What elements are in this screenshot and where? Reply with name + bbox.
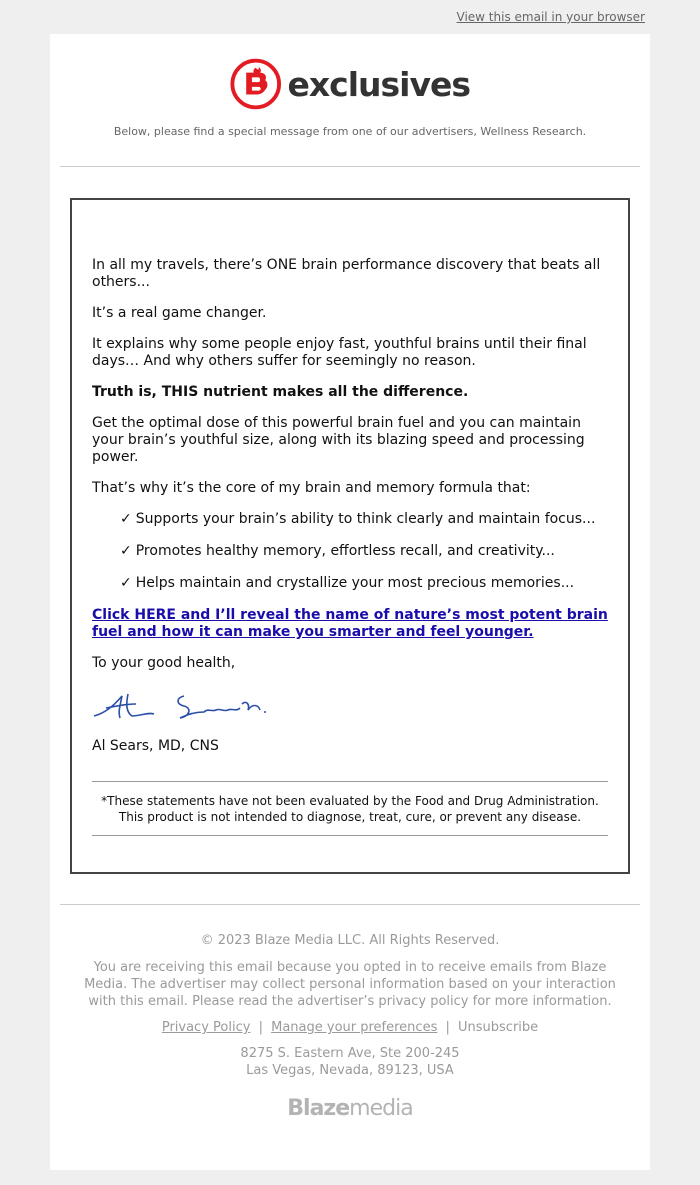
copyright: © 2023 Blaze Media LLC. All Rights Reserved. (200, 933, 500, 948)
ad-paragraph: That’s why it’s the core of my brain and memory formula that: (92, 480, 531, 496)
ad-paragraph: It’s a real game changer. (92, 305, 267, 321)
blaze-flame-logo-icon (230, 57, 281, 111)
opt-in-notice: You are receiving this email because you opted in to receive emails from Blaze Media. The advertiser may collect personal information based on your interaction with this email. Please read the advertiser’s privacy policy for more information. (84, 960, 616, 1009)
signature-image (92, 686, 608, 726)
disclaimer-line: This product is not intended to diagnose, treat, cure, or prevent any disease. (118, 810, 582, 824)
blaze-media-logo (280, 1093, 420, 1123)
divider (60, 904, 640, 905)
closing-text: To your good health, (92, 655, 236, 671)
disclaimer-divider (92, 835, 608, 836)
logo-media-text: media (349, 1095, 413, 1121)
mailing-address (50, 1045, 650, 1079)
checkmark-icon: ✓ (120, 511, 132, 527)
address-line: Las Vegas, Nevada, 89123, USA (246, 1063, 454, 1078)
address-line: 8275 S. Eastern Ave, Ste 200-245 (240, 1046, 460, 1061)
ad-bold-statement: Truth is, THIS nutrient makes all the difference. (92, 384, 469, 400)
email-card (50, 34, 650, 1170)
benefit-text: Supports your brain’s ability to think clearly and maintain focus... (135, 511, 596, 527)
divider (60, 166, 640, 167)
cta-link[interactable]: Click HERE and I’ll reveal the name of nature’s most potent brain fuel and how it can make you smarter and feel younger. (92, 607, 608, 640)
view-in-browser-link[interactable]: View this email in your browser (456, 10, 645, 24)
advertisement-box (70, 198, 630, 874)
link-separator: | (445, 1020, 450, 1035)
footer (50, 932, 650, 1123)
privacy-policy-link[interactable]: Privacy Policy (161, 1020, 251, 1035)
manage-preferences-link[interactable]: Manage your preferences (271, 1020, 438, 1035)
disclaimer-line: *These statements have not been evaluated by the Food and Drug Administration. (101, 794, 599, 808)
link-separator: | (258, 1020, 263, 1035)
advertiser-intro: Below, please find a special message from one of our advertisers, Wellness Research. (113, 125, 587, 138)
benefit-item (92, 543, 608, 560)
fda-disclaimer (92, 782, 608, 835)
logo-blaze-text: Blaze (287, 1095, 350, 1121)
signer-name: Al Sears, MD, CNS (92, 738, 219, 754)
unsubscribe-link[interactable]: Unsubscribe (458, 1020, 539, 1035)
footer-links (50, 1019, 650, 1036)
checkmark-icon: ✓ (120, 543, 132, 559)
benefit-item (92, 575, 608, 592)
benefit-text: Promotes healthy memory, effortless recall, and creativity... (135, 543, 555, 559)
ad-paragraph: In all my travels, there’s ONE brain performance discovery that beats all others... (92, 257, 601, 290)
ad-paragraph: Get the optimal dose of this powerful brain fuel and you can maintain your brain’s youthful size, along with its blazing speed and processing power. (92, 415, 585, 465)
ad-paragraph: It explains why some people enjoy fast, youthful brains until their final days… And why others suffer for seemingly no reason. (92, 336, 587, 369)
benefit-text: Helps maintain and crystallize your most precious memories... (135, 575, 575, 591)
signature-icon (92, 686, 272, 726)
benefit-item (92, 511, 608, 528)
advertisement-content (92, 257, 608, 836)
checkmark-icon: ✓ (120, 575, 132, 591)
logo-wordmark: exclusives (287, 64, 470, 104)
exclusives-logo (230, 56, 470, 112)
